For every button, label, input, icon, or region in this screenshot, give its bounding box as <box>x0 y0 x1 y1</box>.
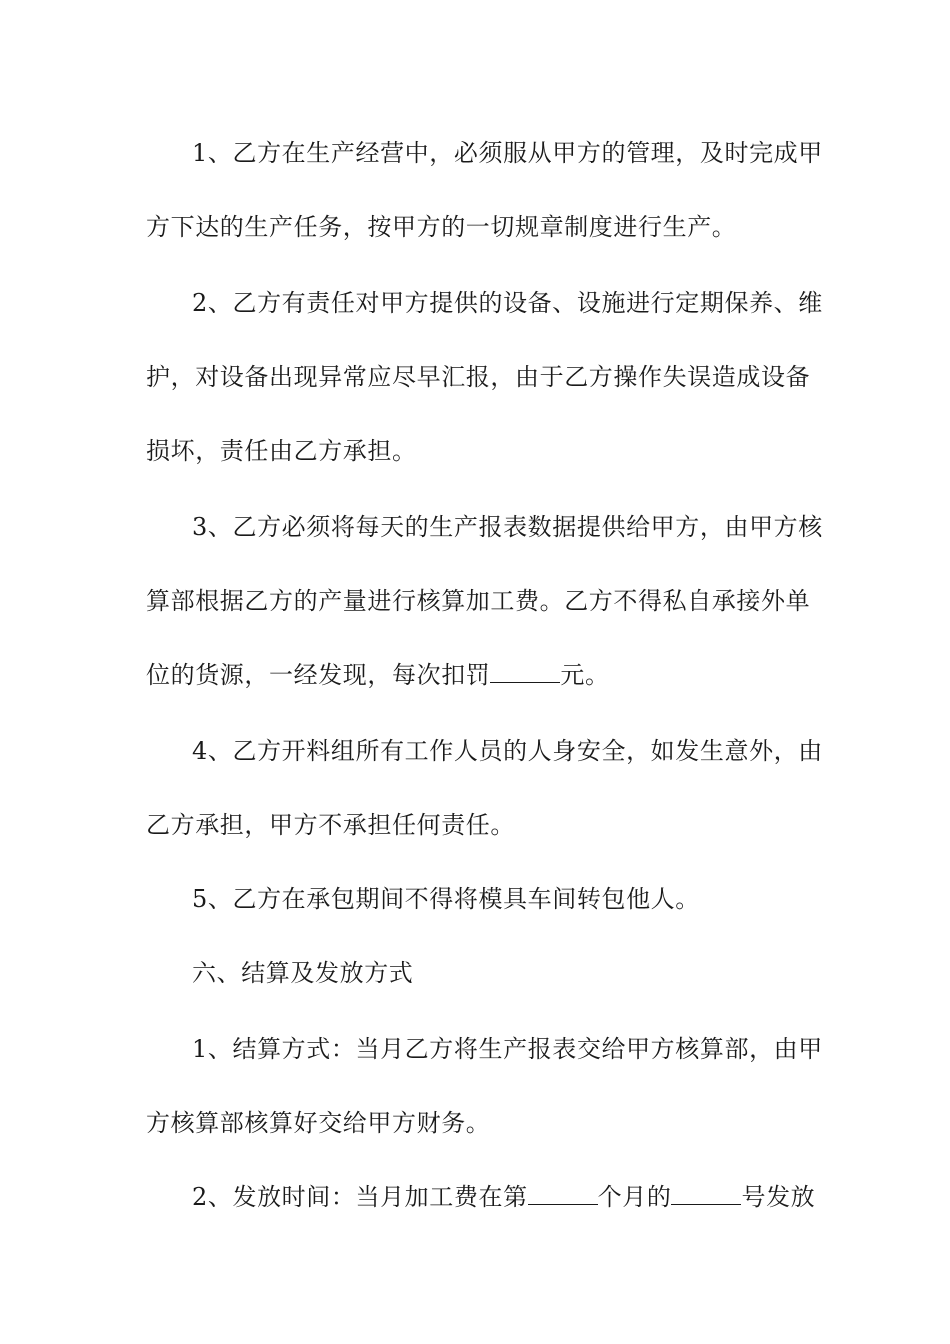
penalty-unit: 元。 <box>560 661 610 689</box>
paragraph-2-line-1: 2、乙方有责任对甲方提供的设备、设施进行定期保养、维 <box>192 289 823 317</box>
settlement-2-line-1 <box>192 1182 815 1212</box>
paragraph-4-line-1: 4、乙方开料组所有工作人员的人身安全，如发生意外，由 <box>192 737 823 765</box>
paragraph-1-line-1: 1、乙方在生产经营中，必须服从甲方的管理，及时完成甲 <box>192 139 823 167</box>
paragraph-3-line-2: 算部根据乙方的产量进行核算加工费。乙方不得私自承接外单 <box>146 587 811 615</box>
penalty-text: 位的货源，一经发现，每次扣罚 <box>146 661 491 689</box>
payment-day-text: 号发放 <box>741 1183 816 1211</box>
payment-month-text: 个月的 <box>597 1183 672 1211</box>
payment-time-text: 2、发放时间：当月加工费在第 <box>192 1183 528 1211</box>
settlement-1-line-1: 1、结算方式：当月乙方将生产报表交给甲方核算部，由甲 <box>192 1035 823 1063</box>
paragraph-1-line-2: 方下达的生产任务，按甲方的一切规章制度进行生产。 <box>146 213 737 241</box>
paragraph-2-line-3: 损坏，责任由乙方承担。 <box>146 437 417 465</box>
paragraph-4-line-2: 乙方承担，甲方不承担任何责任。 <box>146 811 515 839</box>
paragraph-3-line-3 <box>146 660 610 690</box>
paragraph-5-line-1: 5、乙方在承包期间不得将模具车间转包他人。 <box>192 885 700 913</box>
section-heading-settlement: 六、结算及发放方式 <box>192 959 414 987</box>
paragraph-3-line-1: 3、乙方必须将每天的生产报表数据提供给甲方，由甲方核 <box>192 513 823 541</box>
paragraph-2-line-2: 护，对设备出现异常应尽早汇报，由于乙方操作失误造成设备 <box>146 363 811 391</box>
penalty-amount-blank <box>490 660 560 683</box>
settlement-1-line-2: 方核算部核算好交给甲方财务。 <box>146 1109 491 1137</box>
payment-month-blank <box>528 1182 598 1205</box>
payment-day-blank <box>671 1182 741 1205</box>
